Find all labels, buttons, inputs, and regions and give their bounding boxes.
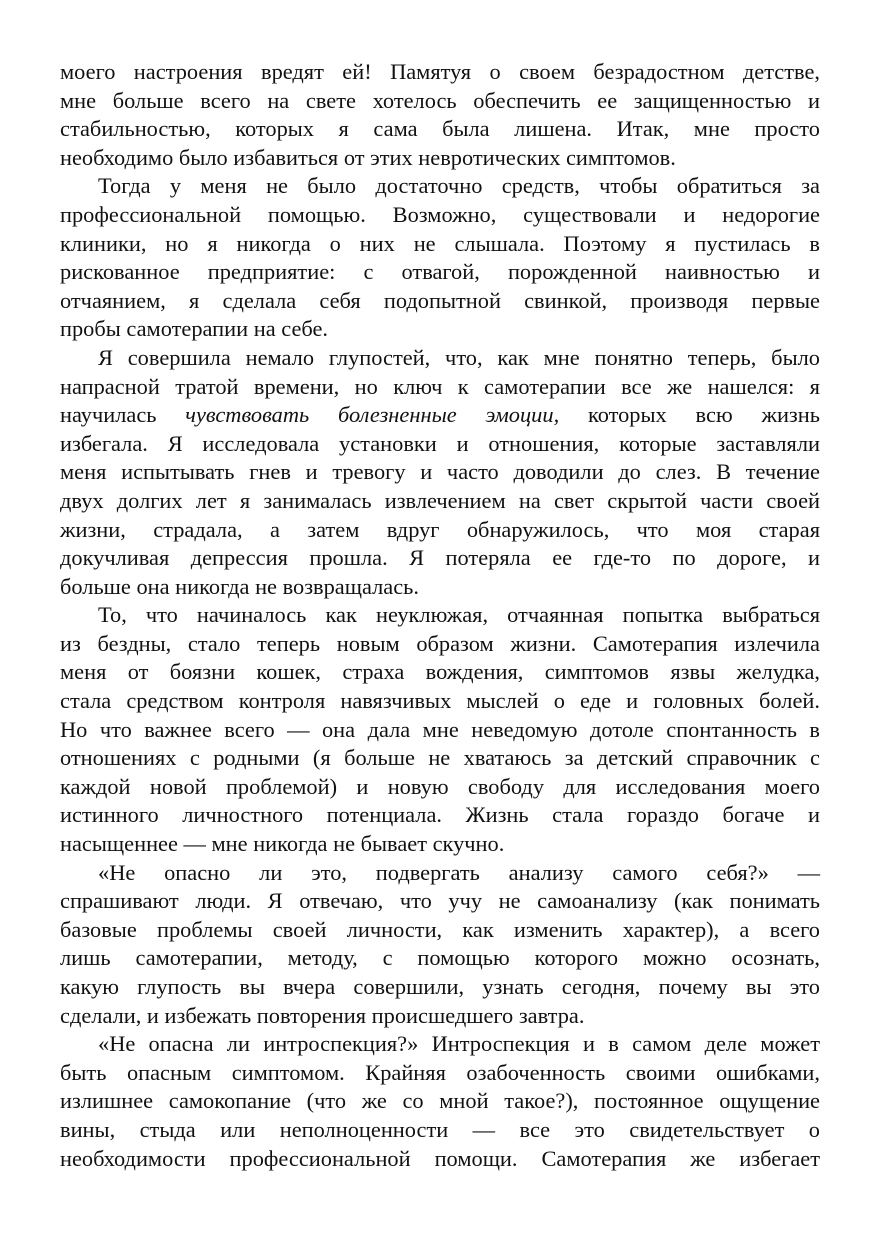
text-line: жизни, страдала, а затем вдруг обнаружилось, что моя старая (60, 516, 820, 542)
text-line: моего настроения вредят ей! Памятуя о своем безрадостном детстве, (60, 59, 820, 84)
text-line: «Не опасна ли интроспекция?» Интроспекция и в самом деле может (98, 1031, 820, 1057)
text-line: избегала. Я исследовала установки и отношения, которые заставляли (60, 430, 820, 456)
text-line: докучливая депрессия прошла. Я потеряла ее где-то по дороге, и (60, 545, 820, 571)
text-line: излишнее самокопание (что же со мной такое?), постоянное ощущение (60, 1088, 820, 1114)
text-line: мне больше всего на свете хотелось обеспечить ее защищенностью и (60, 87, 820, 113)
text-line: вины, стыда или неполноценности — все это свидетельствует о (60, 1116, 820, 1142)
text-line: больше она никогда не возвращалась. (60, 573, 419, 599)
text-line: «Не опасно ли это, подвергать анализу самого себя?» — (98, 859, 820, 885)
text-line: двух долгих лет я занималась извлечением на свет скрытой части своей (60, 487, 820, 513)
text-line: базовые проблемы своей личности, как изменить характер), а всего (60, 916, 820, 942)
text-line: отношениях с родными (я больше не хватаюсь за детский справочник с (60, 745, 820, 771)
body-text (60, 58, 820, 1173)
paragraph-6 (60, 1030, 820, 1173)
paragraph-5 (60, 859, 820, 1031)
text-segment: научилась (60, 402, 186, 428)
text-line: Тогда у меня не было достаточно средств, чтобы обратиться за (98, 173, 820, 199)
text-line: насыщеннее — мне никогда не бывает скучно. (60, 831, 505, 857)
text-line: какую глупость вы вчера совершили, узнать сегодня, почему вы это (60, 974, 820, 999)
text-line: необходимо было избавиться от этих невротических симптомов. (60, 144, 676, 170)
text-line: То, что начиналось как неуклюжая, отчаянная попытка выбраться (98, 602, 820, 628)
text-segment: которых всю жизнь (559, 402, 820, 428)
text-line: рискованное предприятие: с отвагой, порожденной наивностью и (60, 259, 820, 285)
text-line: Но что важнее всего — она дала мне неведомую дотоле спонтанность в (60, 716, 820, 742)
text-line: меня от боязни кошек, страха вождения, симптомов язвы желудка, (60, 659, 820, 685)
text-line: сделали, и избежать повторения происшедшего завтра. (60, 1002, 585, 1028)
text-line: необходимости профессиональной помощи. Самотерапия же избегает (60, 1145, 820, 1171)
text-line: спрашивают люди. Я отвечаю, что учу не самоанализу (как понимать (60, 888, 820, 914)
text-line: стабильностью, которых я сама была лишена. Итак, мне просто (60, 116, 820, 142)
text-line: пробы самотерапии на себе. (60, 316, 329, 342)
paragraph-4 (60, 601, 820, 858)
text-line: меня испытывать гнев и тревогу и часто доводили до слез. В течение (60, 459, 820, 485)
text-line: из бездны, стало теперь новым образом жизни. Самотерапия излечила (60, 630, 820, 656)
text-line: отчаянием, я сделала себя подопытной свинкой, производя первые (60, 287, 820, 313)
text-line: профессиональной помощью. Возможно, существовали и недорогие (60, 201, 820, 227)
text-line: Я совершила немало глупостей, что, как мне понятно теперь, было (98, 344, 820, 370)
paragraph-2 (60, 172, 820, 344)
text-line: истинного личностного потенциала. Жизнь стала гораздо богаче и (60, 802, 820, 828)
text-line: быть опасным симптомом. Крайняя озабоченность своими ошибками, (60, 1059, 820, 1085)
text-line: лишь самотерапии, методу, с помощью которого можно осознать, (60, 945, 820, 971)
text-line: стала средством контроля навязчивых мыслей о еде и головных болей. (60, 688, 820, 714)
paragraph-3 (60, 344, 820, 601)
paragraph-1 (60, 58, 820, 172)
text-line: каждой новой проблемой) и новую свободу для исследования моего (60, 773, 820, 799)
italic-emphasis: чувствовать болезненные эмоции, (185, 402, 560, 428)
text-line-with-emphasis (60, 401, 820, 430)
text-line: напрасной тратой времени, но ключ к самотерапии все же нашелся: я (60, 373, 820, 399)
text-line: клиники, но я никогда о них не слышала. Поэтому я пустилась в (60, 230, 820, 256)
